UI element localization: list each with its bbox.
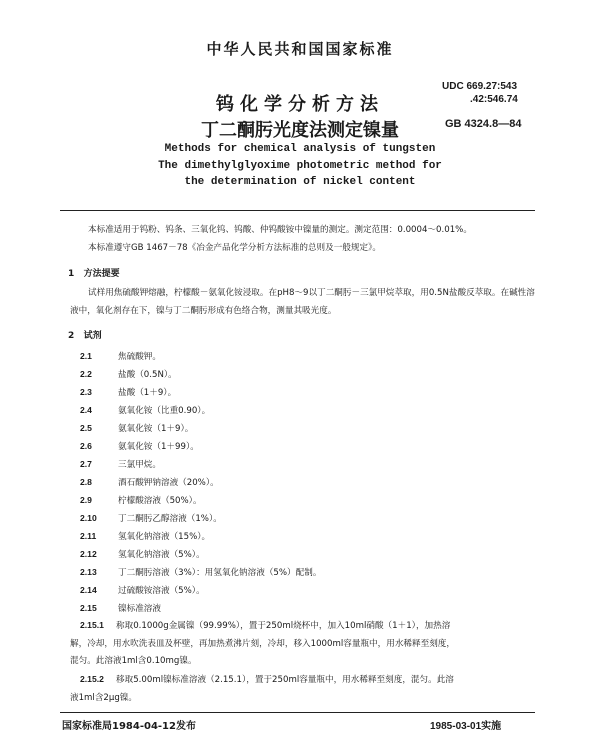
reagent-item: 2.5 氨氧化铵（1＋9）。 [80, 423, 194, 434]
intro-paragraph-1: 本标准适用于钨粉、钨条、三氧化钨、钨酸、仲钨酸铵中镍量的测定。测定范围：0.0004～0.01%。 [88, 225, 472, 235]
title-en-line2: The dimethylglyoxime photometric method for [158, 160, 442, 172]
title-en-line1: Methods for chemical analysis of tungsten [164, 143, 436, 155]
intro-paragraph-2: 本标准遵守GB 1467－78《冶金产品化学分析方法标准的总则及一般规定》。 [88, 243, 382, 253]
reagent-item: 2.8 酒石酸钾钠溶液（20%）。 [80, 477, 219, 488]
reagent-item: 2.1 焦硫酸钾。 [80, 351, 161, 362]
header-divider [60, 210, 535, 211]
reagent-item: 2.14 过硫酸铵溶液（5%）。 [80, 585, 205, 596]
reagent-item: 2.12 氢氧化钠溶液（5%）。 [80, 549, 205, 560]
section-1-heading [68, 266, 120, 279]
standard-body-heading: 中华人民共和国国家标准 [206, 40, 394, 58]
reagent-item: 2.11 氢氧化钠溶液（15%）。 [80, 531, 211, 542]
section-title: 试剂 [83, 331, 102, 341]
section-number: 2 [68, 331, 75, 341]
reagent-item: 2.7 三氯甲烷。 [80, 459, 161, 470]
footer-effective: 1985-03-01实施 [430, 721, 502, 732]
reagent-subitem-2-15-1: 2.15.1 称取0.1000g金属镍（99.99%），置于250ml烧杯中，加入10ml硝酸（1＋1），加热溶 解，冷却，用水吹洗表皿及杯壁，再加热煮沸片刻，冷却，移入1000ml容量瓶中，用水稀释至刻度， 混匀。此溶液1ml含0.10mg镍。 [70, 620, 455, 666]
reagent-item: 2.2 盐酸（0.5N）。 [80, 369, 177, 380]
footer-divider [60, 712, 535, 713]
section-2-heading [68, 328, 102, 341]
udc-code-line1: UDC 669.27:543 [442, 81, 518, 92]
reagent-item: 2.13 丁二酮肟溶液（3%）：用氢氧化钠溶液（5%）配制。 [80, 567, 322, 578]
reagent-item: 2.10 丁二酮肟乙醇溶液（1%）。 [80, 513, 222, 524]
gb-number: GB 4324.8—84 [445, 118, 522, 130]
reagent-item: 2.9 柠檬酸溶液（50%）。 [80, 495, 202, 506]
section-number: 1 [68, 269, 75, 279]
reagent-subitem-2-15-2: 2.15.2 移取5.00ml镍标准溶液（2.15.1），置于250ml容量瓶中，用水稀释至刻度，混匀。此溶 液1ml含2μg镍。 [70, 674, 454, 703]
reagent-item: 2.15 镍标准溶液 [80, 603, 161, 614]
reagent-item: 2.4 氨氧化铵（比重0.90）。 [80, 405, 211, 416]
section-1-body: 试样用焦硫酸钾熔融，柠檬酸－氨氧化铵浸取。在pH8～9以丁二酮肟－三氯甲烷萃取，用0.5N盐酸反萃取。在碱性溶液中，氧化剂存在下，镍与丁二酮肟形成有色络合物，测量其吸光度。 [70, 288, 535, 316]
reagent-item: 2.6 氨氧化铵（1＋99）。 [80, 441, 199, 452]
section-title: 方法提要 [83, 269, 120, 279]
title-en-line3: the determination of nickel content [184, 176, 416, 188]
udc-code-line2: .42:546.74 [470, 94, 518, 105]
footer-issued: 国家标准局1984-04-12发布 [62, 721, 196, 732]
title-zh-line2: 丁二酮肟光度法测定镍量 [201, 120, 399, 141]
reagent-item: 2.3 盐酸（1＋9）。 [80, 387, 177, 398]
title-zh-line1: 钨化学分析方法 [216, 94, 384, 115]
